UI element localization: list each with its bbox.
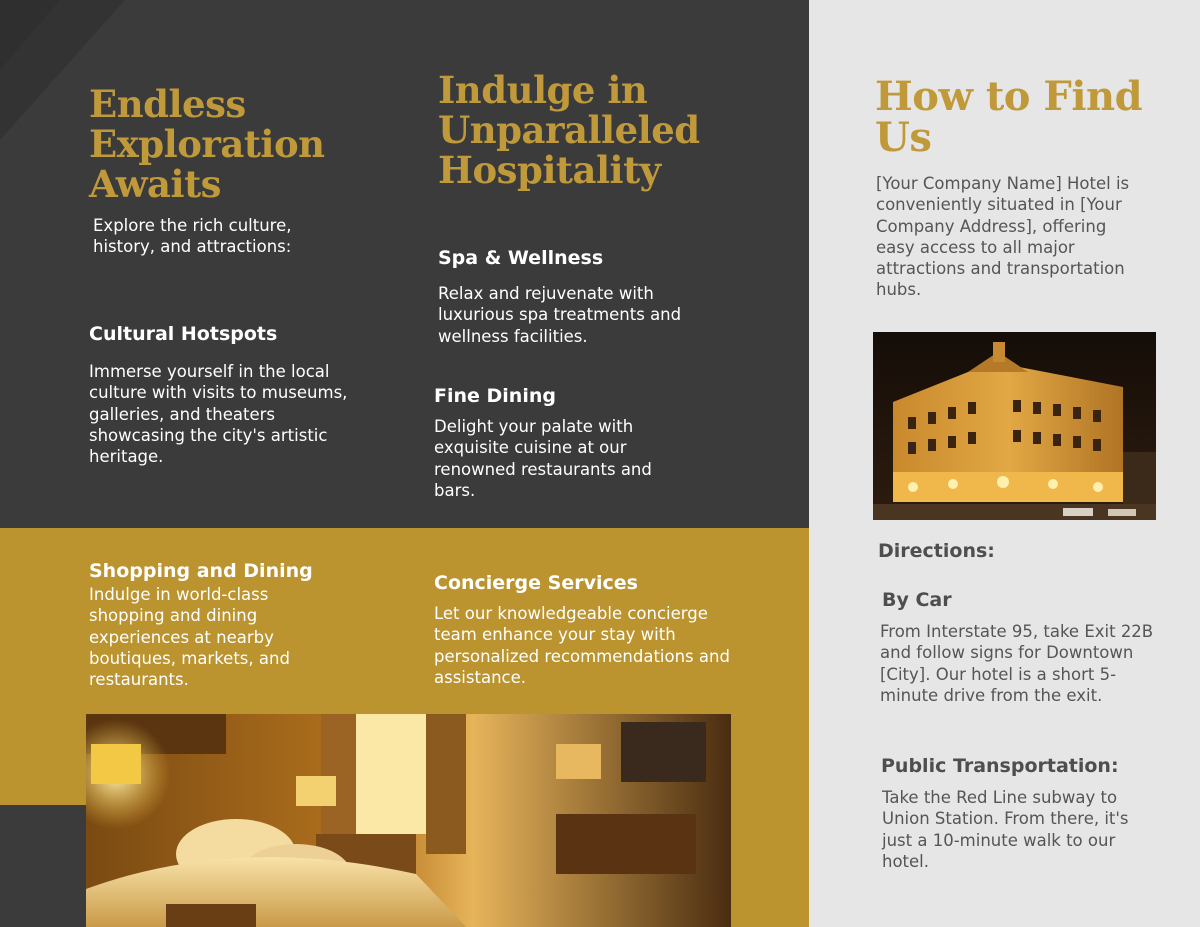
spa-wellness-title: Spa & Wellness — [438, 247, 604, 269]
public-transport-title: Public Transportation: — [881, 755, 1119, 777]
find-us-intro: [Your Company Name] Hotel is conveniently situated in [Your Company Address], offering easy access to all major attractions and transportation hubs. — [876, 174, 1130, 300]
find-us-heading: How to Find Us — [875, 73, 1143, 161]
exploration-heading: Endless Exploration Awaits — [89, 82, 325, 206]
hotel-room-photo — [86, 714, 731, 927]
fine-dining-text: Delight your palate with exquisite cuisine at our renowned restaurants and bars. — [434, 417, 652, 500]
spa-wellness-text: Relax and rejuvenate with luxurious spa treatments and wellness facilities. — [438, 284, 682, 346]
cultural-hotspots-title: Cultural Hotspots — [89, 323, 278, 345]
hospitality-heading: Indulge in Unparalleled Hospitality — [438, 68, 700, 192]
fine-dining-title: Fine Dining — [434, 385, 556, 407]
by-car-text: From Interstate 95, take Exit 22B and follow signs for Downtown [City]. Our hotel is a short 5-minute drive from the exit. — [880, 622, 1154, 705]
by-car-title: By Car — [882, 589, 952, 611]
directions-title: Directions: — [878, 540, 995, 562]
cultural-hotspots-text: Immerse yourself in the local culture with visits to museums, galleries, and theaters showcasing the city's artistic heritage. — [89, 362, 348, 467]
concierge-text: Let our knowledgeable concierge team enhance your stay with personalized recommendations and assistance. — [434, 604, 730, 687]
exploration-intro: Explore the rich culture, history, and attractions: — [93, 216, 292, 257]
shopping-dining-title: Shopping and Dining — [89, 560, 313, 582]
shopping-dining-text: Indulge in world-class shopping and dining experiences at nearby boutiques, markets, and restaurants. — [89, 585, 290, 690]
public-transport-text: Take the Red Line subway to Union Station. From there, it's just a 10-minute walk to our hotel. — [882, 788, 1129, 871]
hotel-exterior-photo — [873, 332, 1156, 520]
concierge-title: Concierge Services — [434, 572, 638, 594]
dark-accent-block — [0, 805, 86, 927]
